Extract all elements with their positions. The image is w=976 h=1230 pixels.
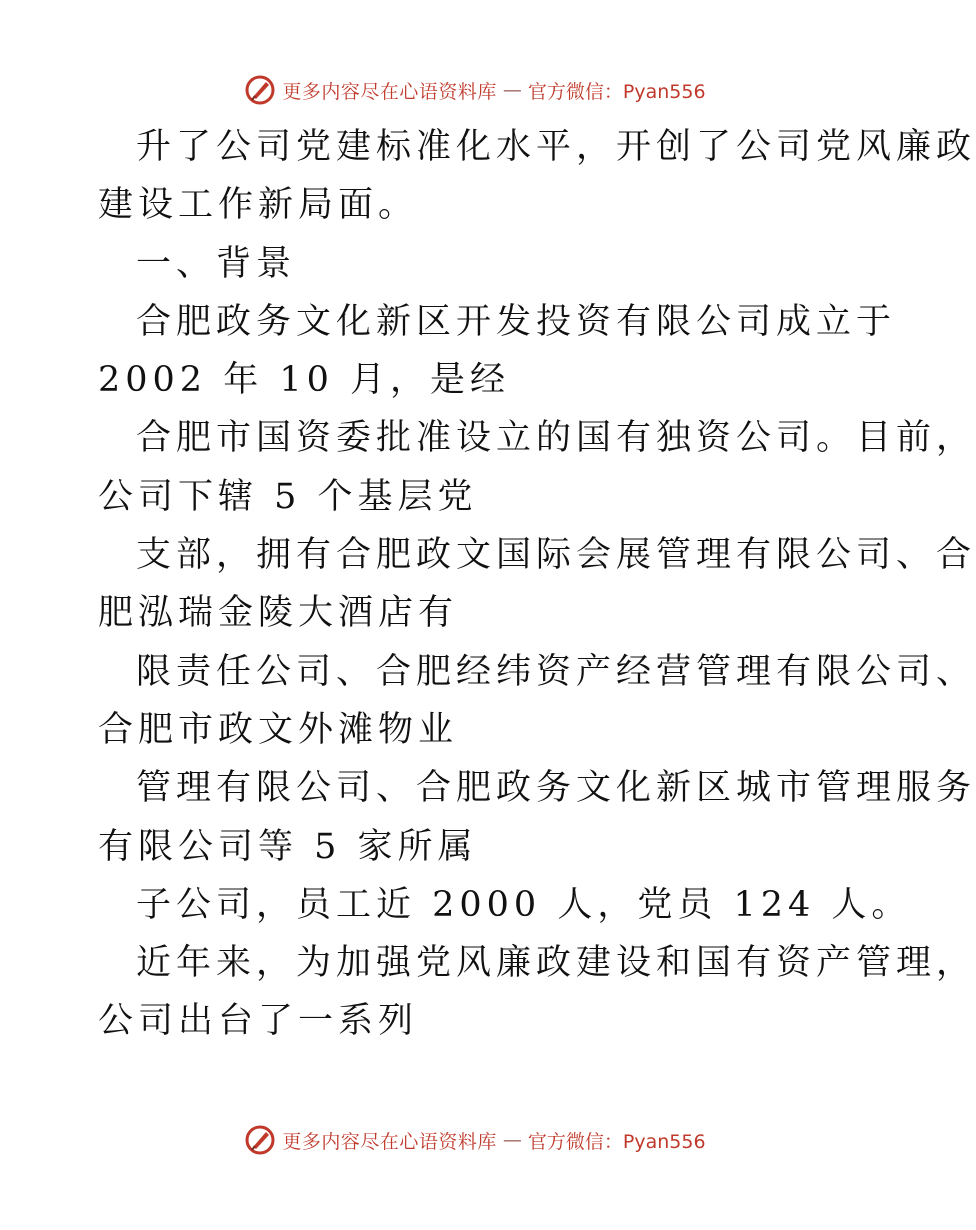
section-heading: 一、背景: [136, 243, 297, 284]
text-line: 2002 年 10 月，是经: [98, 360, 510, 401]
text-line: 管理有限公司、合肥政务文化新区城市管理服务: [136, 768, 976, 809]
text-line: 限责任公司、合肥经纬资产经营管理有限公司、: [136, 651, 976, 692]
text-line: 有限公司等 5 家所属: [98, 826, 478, 867]
text-line: 升了公司党建标准化水平，开创了公司党风廉政: [136, 127, 976, 167]
text-line: 建设工作新局面。: [98, 185, 419, 226]
banner-wechat-text: 官方微信：Pyan556: [527, 80, 706, 103]
text-line: 支部，拥有合肥政文国际会展管理有限公司、合: [136, 535, 976, 576]
banner-wechat-text: 官方微信：Pyan556: [527, 1130, 706, 1153]
text-line: 肥泓瑞金陵大酒店有: [98, 593, 459, 634]
text-line: 合肥政务文化新区开发投资有限公司成立于: [136, 301, 897, 342]
footer-watermark-banner: [0, 1120, 950, 1160]
text-line: 公司下辖 5 个基层党: [98, 476, 478, 517]
document-body: [98, 118, 976, 1051]
banner-separator: —: [502, 1129, 522, 1151]
quill-circle-icon: [244, 1124, 276, 1156]
banner-site-text: 更多内容尽在心语资料库: [282, 1130, 497, 1153]
text-line: 子公司，员工近 2000 人，党员 124 人。: [136, 884, 912, 925]
text-line: 合肥市国资委批准设立的国有独资公司。目前，: [136, 418, 976, 459]
banner-site-text: 更多内容尽在心语资料库: [282, 80, 497, 103]
header-watermark-banner: [0, 70, 950, 110]
quill-circle-icon: [244, 74, 276, 106]
text-line: 近年来，为加强党风廉政建设和国有资产管理，: [136, 943, 976, 984]
text-line: 合肥市政文外滩物业: [98, 709, 459, 750]
text-line: 公司出台了一系列: [98, 1001, 419, 1042]
banner-separator: —: [502, 79, 522, 101]
